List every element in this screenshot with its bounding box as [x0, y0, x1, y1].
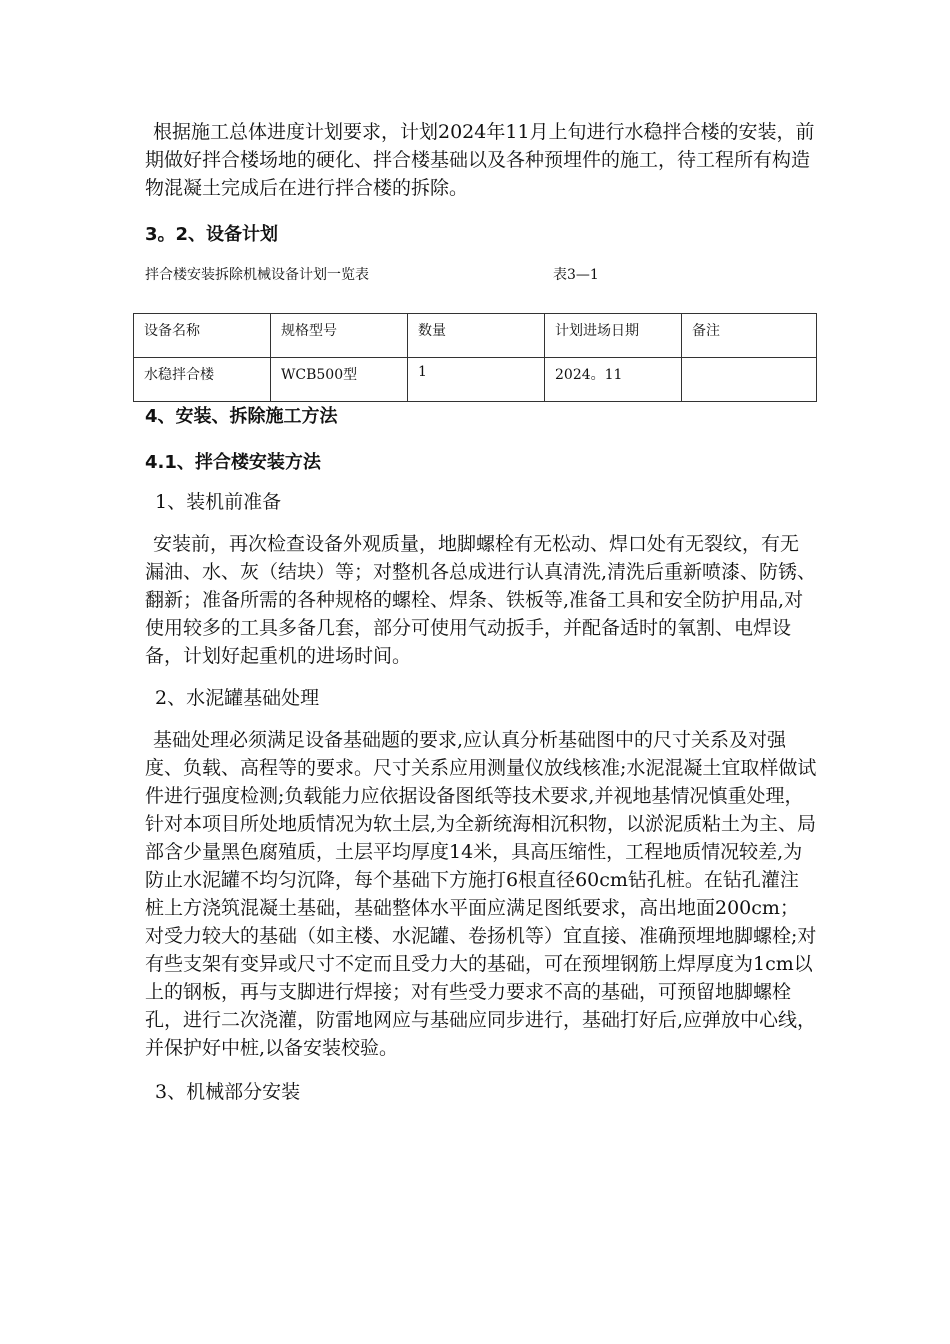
section-4-1-heading: 4.1、拌合楼安装方法	[145, 452, 321, 473]
table-cell: WCB500型	[271, 358, 408, 402]
table-header-cell: 规格型号	[271, 314, 408, 358]
step-2-paragraph: 基础处理必须满足设备基础题的要求,应认真分析基础图中的尺寸关系及对强度、负载、高程等的要求。尺寸关系应用测量仪放线核准;水泥混凝土宜取样做试件进行强度检测;负载能力应依据设备图纸等技术要求,并视地基情况慎重处理，针对本项目所处地质情况为软土层,为全新统海相沉积物，以淤泥质粘土为主、局部含少量黑色腐殖质，土层平均厚度14米，具高压缩性，工程地质情况较差,为防止水泥罐不均匀沉降，每个基础下方施打6根直径60cm钻孔桩。在钻孔灌注桩上方浇筑混凝土基础，基础整体水平面应满足图纸要求，高出地面200cm；对受力较大的基础（如主楼、水泥罐、卷扬机等）宜直接、准确预埋地脚螺栓;对有些支架有变异或尺寸不定而且受力大的基础，可在预埋钢筋上焊厚度为1cm以上的钢板，再与支脚进行焊接；对有些受力要求不高的基础，可预留地脚螺栓孔，进行二次浇灌，防雷地网应与基础应同步进行，基础打好后,应弹放中心线，并保护好中桩,以备安装校验。	[145, 729, 817, 1059]
table-header-cell: 数量	[408, 314, 545, 358]
table-caption-number: 表3—1	[553, 267, 599, 283]
table-header-cell: 备注	[682, 314, 817, 358]
section-3-2-heading: 3。2、设备计划	[145, 224, 279, 245]
table-caption	[145, 264, 817, 284]
table-cell: 2024。11	[545, 358, 682, 402]
table-cell: 水稳拌合楼	[134, 358, 271, 402]
step-1-paragraph: 安装前，再次检查设备外观质量，地脚螺栓有无松动、焊口处有无裂纹，有无漏油、水、灰（结块）等；对整机各总成进行认真清洗,清洗后重新喷漆、防锈、翻新；准备所需的各种规格的螺栓、焊条、铁板等,准备工具和安全防护用品,对使用较多的工具多备几套，部分可使用气动扳手，并配备适时的氧割、电焊设备，计划好起重机的进场时间。	[145, 533, 817, 667]
document-page	[145, 118, 817, 284]
section-4-heading: 4、安装、拆除施工方法	[145, 406, 338, 427]
step-3-heading: 3、机械部分安装	[155, 1081, 301, 1103]
table-cell: 1	[408, 358, 545, 402]
step-1-heading: 1、装机前准备	[155, 491, 282, 513]
equipment-table	[133, 313, 817, 402]
table-cell	[682, 358, 817, 402]
intro-paragraph: 根据施工总体进度计划要求，计划2024年11月上旬进行水稳拌合楼的安装，前期做好拌合楼场地的硬化、拌合楼基础以及各种预埋件的施工，待工程所有构造物混凝土完成后在进行拌合楼的拆除。	[145, 121, 815, 199]
step-2-heading: 2、水泥罐基础处理	[155, 687, 320, 709]
table-header-cell: 计划进场日期	[545, 314, 682, 358]
table-row	[134, 358, 817, 402]
table-header-row	[134, 314, 817, 358]
table-header-cell: 设备名称	[134, 314, 271, 358]
document-body	[145, 402, 817, 1106]
table-caption-title: 拌合楼安装拆除机械设备计划一览表	[145, 267, 369, 283]
